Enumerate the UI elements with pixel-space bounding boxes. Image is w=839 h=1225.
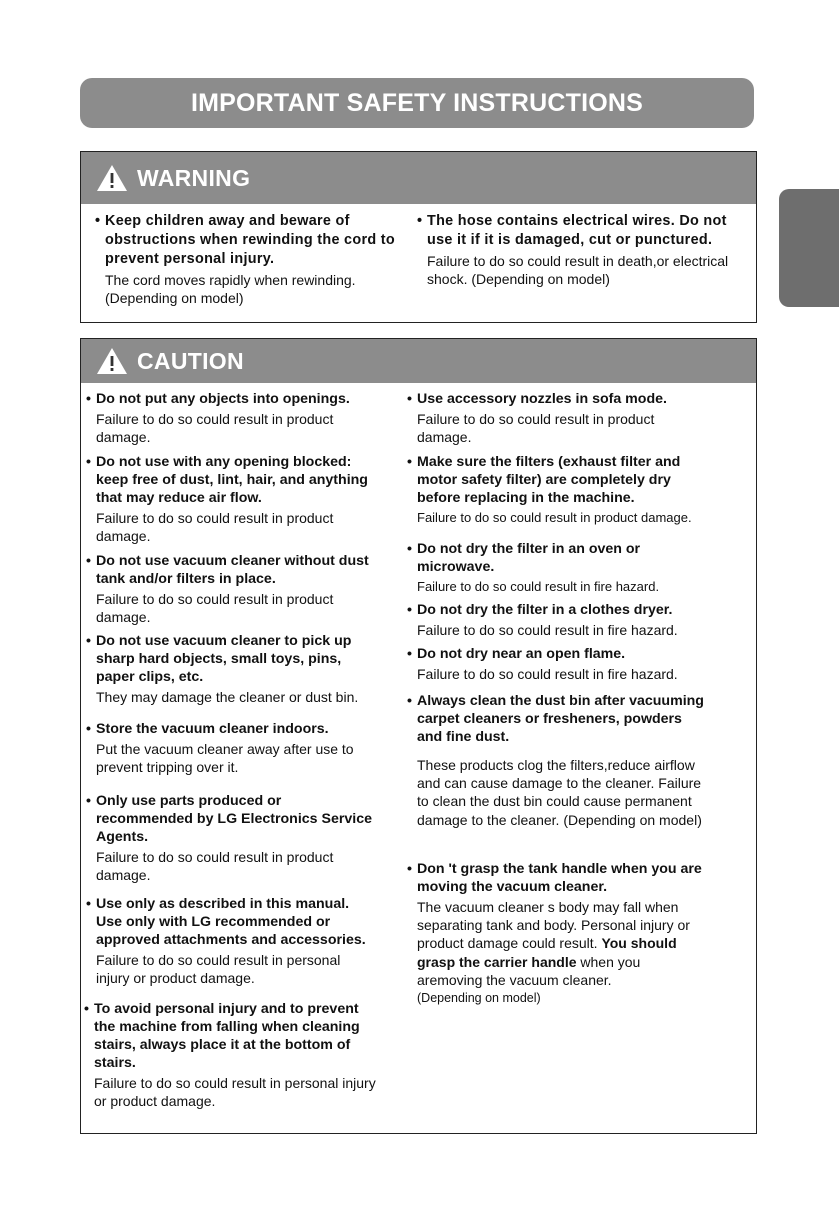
caution-item [84, 1000, 376, 1110]
caution-item [86, 895, 376, 987]
caution-item-body: Failure to do so could result in fire hazard. [417, 666, 678, 682]
caution-item-head: • Do not dry the filter in a clothes dryer. [407, 601, 707, 619]
caution-item-head: • Make sure the filters (exhaust filter and motor safety filter) are completely dry before replacing in the machine. [407, 453, 707, 507]
caution-item-head: • Do not use vacuum cleaner to pick up sharp hard objects, small toys, pins, paper clips, etc. [86, 632, 376, 686]
caution-item-body: Failure to do so could result in personal injury or product damage. [96, 952, 341, 987]
caution-triangle-icon [95, 346, 129, 376]
caution-item-body: Put the vacuum cleaner away after use to prevent tripping over it. [96, 741, 354, 776]
section-side-tab [779, 189, 839, 307]
caution-item [86, 632, 376, 706]
caution-item-body-text: when you aremoving the vacuum cleaner. [417, 953, 641, 988]
warning-item-body: Failure to do so could result in death,or electrical shock. (Depending on model) [427, 253, 729, 288]
caution-item [407, 692, 707, 829]
caution-item [86, 792, 376, 884]
caution-header [81, 339, 756, 383]
caution-item [407, 453, 707, 527]
caution-item-body: Failure to do so could result in product damage. [96, 591, 334, 626]
caution-item-head: • Use accessory nozzles in sofa mode. [407, 390, 707, 408]
caution-item [86, 390, 376, 446]
caution-item [407, 540, 707, 596]
caution-item [407, 390, 707, 446]
caution-item-head: • Don 't grasp the tank handle when you are moving the vacuum cleaner. [407, 860, 707, 896]
caution-item-head: • Store the vacuum cleaner indoors. [86, 720, 376, 738]
caution-item [407, 645, 707, 683]
caution-item-body: Failure to do so could result in product damage. [417, 411, 655, 446]
caution-item-body: These products clog the filters,reduce airflow and can cause damage to the cleaner. Failure to clean the dust bin could cause permanent damage to the cleaner. (Depending on model) [417, 757, 702, 828]
warning-item [417, 212, 743, 288]
caution-item-body: Failure to do so could result in product damage. [417, 510, 692, 525]
warning-title: WARNING [137, 164, 251, 191]
caution-item-body: Failure to do so could result in fire hazard. [417, 622, 678, 638]
caution-item [86, 720, 376, 776]
caution-item-head: • Do not dry the filter in an oven or microwave. [407, 540, 707, 576]
caution-item-head: • Always clean the dust bin after vacuuming carpet cleaners or fresheners, powders and fine dust. [407, 692, 707, 746]
caution-item [407, 860, 707, 1007]
caution-box [80, 338, 757, 1134]
warning-triangle-icon [95, 163, 129, 193]
warning-header [81, 152, 756, 204]
warning-item [95, 212, 395, 307]
caution-item-body [407, 898, 707, 1007]
caution-item [86, 552, 376, 626]
warning-item-body: The cord moves rapidly when rewinding. (Depending on model) [105, 272, 356, 307]
caution-item-body-bold: You should grasp the carrier handle [417, 935, 677, 970]
caution-item-body: Failure to do so could result in product damage. [96, 510, 334, 545]
caution-item-head: • Only use parts produced or recommended by LG Electronics Service Agents. [86, 792, 376, 846]
caution-title: CAUTION [137, 347, 244, 374]
caution-item-body: Failure to do so could result in fire hazard. [417, 579, 660, 594]
caution-item-head: • Do not put any objects into openings. [86, 390, 376, 408]
caution-item-body: Failure to do so could result in personal injury or product damage. [94, 1075, 376, 1110]
caution-item-head: • Do not use with any opening blocked: keep free of dust, lint, hair, and anything that may reduce air flow. [86, 453, 376, 507]
caution-item [86, 453, 376, 545]
caution-item-head: • Do not use vacuum cleaner without dust tank and/or filters in place. [86, 552, 376, 588]
caution-item-body-text: The vacuum cleaner s body may fall when separating tank and body. Personal injury or product damage could result. [417, 899, 690, 952]
warning-item-head: • Keep children away and beware of obstructions when rewinding the cord to prevent personal injury. [95, 212, 395, 269]
title-banner [80, 78, 754, 128]
caution-item-head: • To avoid personal injury and to prevent the machine from falling when cleaning stairs, always place it at the bottom of stairs. [84, 1000, 376, 1072]
page-title: IMPORTANT SAFETY INSTRUCTIONS [190, 88, 644, 117]
caution-item-body: Failure to do so could result in product damage. [96, 411, 334, 446]
caution-item-head: • Use only as described in this manual. Use only with LG recommended or approved attachments and accessories. [86, 895, 376, 949]
caution-item [407, 601, 707, 639]
caution-item-head: • Do not dry near an open flame. [407, 645, 707, 663]
warning-item-head: • The hose contains electrical wires. Do not use it if it is damaged, cut or punctured. [417, 212, 743, 250]
caution-item-body: They may damage the cleaner or dust bin. [96, 689, 359, 705]
caution-item-body: Failure to do so could result in product damage. [96, 849, 334, 884]
warning-box [80, 151, 757, 323]
caution-item-note: (Depending on model) [417, 991, 541, 1006]
